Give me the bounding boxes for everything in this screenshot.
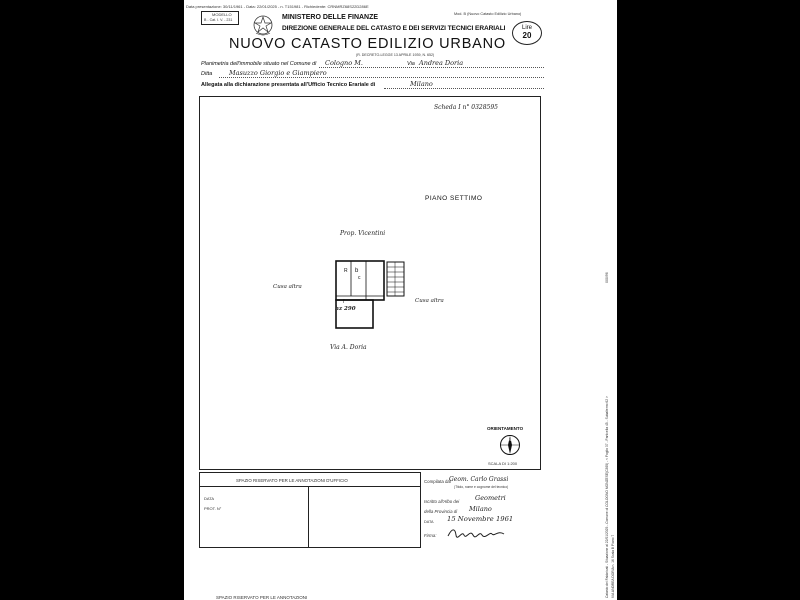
- lire-value: 20: [522, 31, 532, 40]
- floor-plan-frame: [199, 96, 541, 470]
- mod-right: Mod. B (Nuovo Catasto Edilizio Urbano): [454, 12, 522, 16]
- orientamento-label: ORIENTAMENTO: [487, 426, 524, 431]
- firma-label: Firma:: [424, 533, 437, 538]
- allegata-label: Allegata alla dichiarazione presentata all'Ufficio Tecnico Erariale di: [201, 82, 376, 88]
- room-c: c: [358, 275, 361, 281]
- signature: [446, 526, 506, 540]
- ministero: MINISTERO DELLE FINANZE: [282, 14, 379, 21]
- field-line: [384, 88, 544, 89]
- provincia-label: della Provincia di: [424, 509, 458, 514]
- office-box: [199, 472, 421, 548]
- field-line: [319, 67, 544, 68]
- side-code: 000/96: [605, 272, 609, 283]
- prop-label: Prop. Vicentini: [340, 230, 386, 237]
- ditta-value: Masuzzo Giorgio e Giampiero: [229, 69, 327, 77]
- legge: (R. DECRETO-LEGGE 13 APRILE 1939, N. 652): [356, 53, 435, 57]
- street-label: Via A. Doria: [330, 344, 367, 351]
- left-label: Cusa altra: [273, 284, 302, 290]
- direzione: DIREZIONE GENERALE DEL CATASTO E DEI SERVIZI TECNICI ERARIALI: [282, 25, 506, 32]
- albo-value: Geometri: [475, 494, 506, 502]
- north-label: N: [508, 437, 511, 442]
- lire-stamp: [512, 21, 542, 45]
- modello-box: [201, 11, 239, 25]
- main-title: NUOVO CATASTO EDILIZIO URBANO: [229, 36, 506, 52]
- piano: PIANO SETTIMO: [425, 195, 483, 202]
- office-divider: [308, 486, 309, 547]
- compiler-hint: (Titolo, nome e cognome del tecnico): [454, 485, 509, 489]
- document-page: [184, 0, 617, 600]
- bottom-cut-text: SPAZIO RISERVATO PER LE ANNOTAZIONI: [216, 595, 308, 600]
- ufficio-value: Milano: [410, 80, 433, 88]
- compiler: Geom. Carlo Grassi: [449, 476, 509, 483]
- ditta-label: Ditta: [201, 71, 213, 77]
- spazio-label: SPAZIO RISERVATO PER LE ANNOTAZIONI D'UFFICIO: [236, 478, 348, 483]
- via-value: Andrea Doria: [419, 59, 464, 67]
- room-b: b: [355, 268, 359, 274]
- compilata-label: Compilata dal: [424, 479, 451, 484]
- top-meta: Data presentazione: 30/11/1961 - Data: 22/01/2025 - n. T151981 - Richiedente: CRNMRZ68S22D286E: [186, 4, 369, 9]
- date-label: DATA: [424, 520, 434, 524]
- date-value: 15 Novembre 1961: [447, 515, 514, 523]
- side-text-2: VIA ANDREA DORIA n. 16 Scala B Piano 7: [611, 534, 615, 598]
- lire-label: Lire: [521, 25, 532, 31]
- right-label: Cusa altra: [415, 298, 444, 304]
- provincia-value: Milano: [469, 505, 492, 513]
- field-line: [219, 77, 544, 78]
- scheda: Scheda I n° 0328595: [434, 104, 498, 111]
- office-divider: [200, 486, 420, 487]
- iscritto-label: Iscritto all'Albo dei: [424, 499, 460, 504]
- office-data-label: DATA: [204, 496, 215, 501]
- republic-emblem: [252, 11, 274, 37]
- height-label: hz 290: [335, 306, 356, 312]
- room-f: f: [343, 299, 345, 305]
- office-prot-label: PROT. N°: [204, 506, 222, 511]
- scala-label: SCALA DI 1:200: [488, 461, 518, 466]
- planimetria-label: Planimetria dell'immobile situato nel Comune di: [201, 61, 317, 67]
- via-label: Via: [407, 61, 415, 67]
- modello-label: MODELLO: [212, 12, 232, 17]
- comune-value: Cologno M.: [325, 59, 363, 67]
- room-r: R: [344, 268, 348, 274]
- side-text: Catasto dei Fabbricati - Situazione al 22/01/2025 - Comune di COLOGNO MONZESE(C895) - < Foglio 37 - Particella 45 - Subalterno 62 >: [605, 396, 609, 598]
- modello-code: B - Cat. I. V. - 231: [204, 18, 233, 22]
